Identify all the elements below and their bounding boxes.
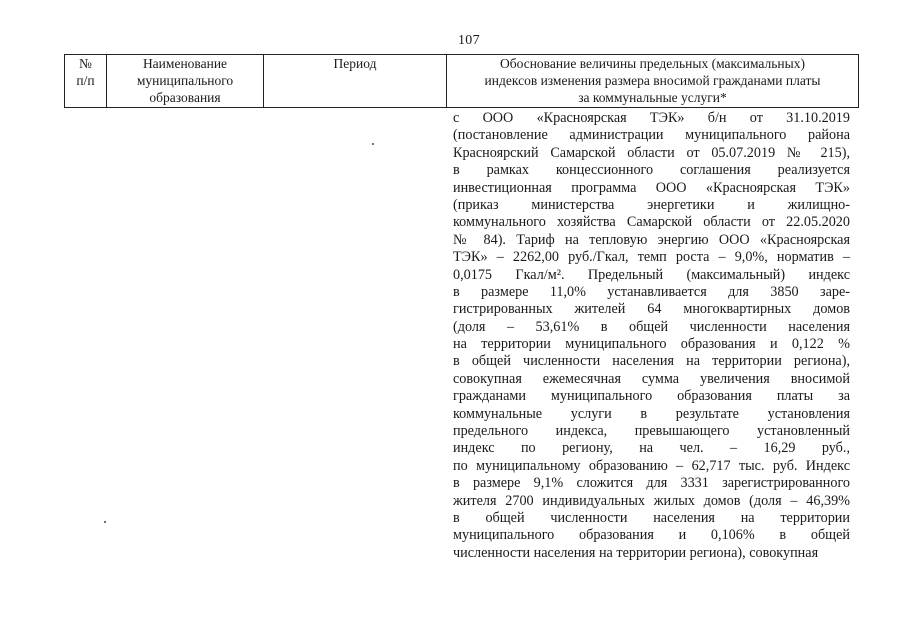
table-right-border <box>858 54 859 108</box>
text-line: в размере 11,0% устанавливается для 3850 заре- <box>453 283 850 300</box>
text-line: в общей численности населения на территории <box>453 509 850 526</box>
text-line: численности населения на территории региона), совокупная <box>453 544 819 561</box>
text-line: № 84). Тариф на тепловую энергию ООО «Красноярская <box>453 231 850 248</box>
text-line: предельного индекса, превышающего установленный <box>453 423 850 440</box>
header-municipality <box>107 55 263 107</box>
text-line: инвестиционная программа ООО «Красноярская ТЭК» <box>453 179 850 196</box>
header-justification <box>447 55 858 107</box>
header-number <box>65 55 106 107</box>
scan-speck <box>372 143 374 145</box>
header-text-line: Обоснование величины предельных (максимальных) <box>500 56 805 71</box>
text-line: индекс по региону, на чел. – 16,29 руб., <box>453 440 850 457</box>
text-line: муниципального образования и 0,106% в общей <box>453 527 850 544</box>
header-period <box>264 55 446 107</box>
text-line: совокупная ежемесячная сумма увеличения вносимой <box>453 370 850 387</box>
text-line: жителя 2700 индивидуальных жилых домов (доля – 46,39% <box>453 492 850 509</box>
text-line: коммунальные услуги в результате установления <box>453 405 850 422</box>
header-text-line: Период <box>333 56 377 71</box>
header-text-line: № <box>79 56 92 71</box>
text-line: (приказ министерства энергетики и жилищно- <box>453 196 850 213</box>
header-text-line: муниципального <box>136 73 234 88</box>
text-line: Красноярский Самарской области от 05.07.2019 № 215), <box>453 144 850 161</box>
header-text-line: п/п <box>76 73 95 88</box>
text-line: 0,0175 Гкал/м². Предельный (максимальный) индекс <box>453 266 850 283</box>
text-line: с ООО «Красноярская ТЭК» б/н от 31.10.2019 <box>453 110 850 126</box>
text-line: (постановление администрации муниципального района <box>453 127 850 144</box>
scan-speck <box>104 521 106 523</box>
text-line: по муниципальному образованию – 62,717 тыс. руб. Индекс <box>453 457 850 474</box>
header-text-line: Наименование <box>142 56 228 71</box>
text-line: в рамках концессионного соглашения реализуется <box>453 162 850 179</box>
header-text-line: индексов изменения размера вносимой гражданами платы <box>484 73 821 88</box>
text-line: в общей численности населения на территории региона), <box>453 353 850 370</box>
header-text-line: за коммунальные услуги* <box>578 90 727 105</box>
text-line: гражданами муниципального образования платы за <box>453 388 850 405</box>
header-text-line: образования <box>149 90 221 105</box>
table-header-bottom-border <box>64 107 859 108</box>
text-line: гистрированных жителей 64 многоквартирных домов <box>453 301 850 318</box>
text-line: (доля – 53,61% в общей численности населения <box>453 318 850 335</box>
text-line: коммунального хозяйства Самарской области от 22.05.2020 <box>453 214 850 231</box>
page-number: 107 <box>458 33 480 48</box>
justification-text <box>453 110 850 562</box>
text-line: на территории муниципального образования и 0,122 % <box>453 336 850 353</box>
text-line: ТЭК» – 2262,00 руб./Гкал, темп роста – 9,0%, норматив – <box>453 249 850 266</box>
text-line: в размере 9,1% сложится для 3331 зарегистрированного <box>453 475 850 492</box>
